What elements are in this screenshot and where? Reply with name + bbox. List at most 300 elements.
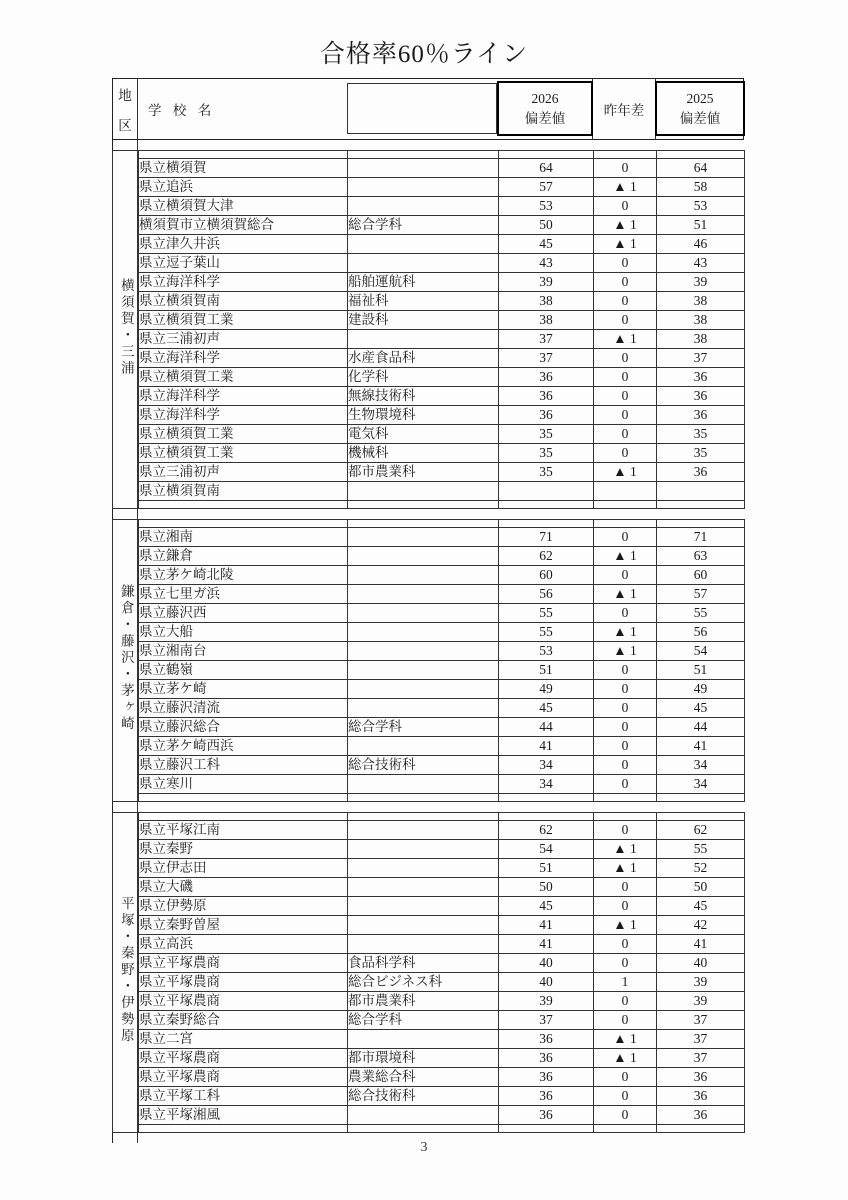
prev-year-diff-cell: 0 — [594, 292, 657, 311]
prev-year-diff-cell: ▲ 1 — [594, 623, 657, 642]
score-2026-cell — [499, 482, 594, 501]
prev-year-diff-cell: ▲ 1 — [594, 216, 657, 235]
prev-year-diff-cell: ▲ 1 — [594, 916, 657, 935]
table-row — [113, 1011, 745, 1030]
score-2025-cell — [657, 482, 745, 501]
table-row — [113, 935, 745, 954]
table-row — [113, 756, 745, 775]
score-2025-cell: 45 — [657, 699, 745, 718]
score-2026-cell: 34 — [499, 775, 594, 794]
score-2025-cell: 58 — [657, 178, 745, 197]
department-cell: 船舶運航科 — [348, 273, 499, 292]
department-cell: 福祉科 — [348, 292, 499, 311]
department-cell — [348, 821, 499, 840]
prev-year-diff-cell: 0 — [594, 718, 657, 737]
prev-year-diff-cell: 0 — [594, 566, 657, 585]
score-2025-cell: 36 — [657, 368, 745, 387]
score-2025-cell: 42 — [657, 916, 745, 935]
score-2025-cell: 35 — [657, 425, 745, 444]
table-row — [113, 482, 745, 501]
school-name-cell: 県立横須賀大津 — [139, 197, 348, 216]
department-cell — [348, 840, 499, 859]
header-region — [113, 79, 138, 139]
school-name-cell: 県立湘南台 — [139, 642, 348, 661]
score-2025-cell: 39 — [657, 992, 745, 1011]
prev-year-diff-cell: 0 — [594, 528, 657, 547]
score-2026-cell: 55 — [499, 604, 594, 623]
department-cell: 総合技術科 — [348, 1087, 499, 1106]
department-cell — [348, 935, 499, 954]
department-cell: 化学科 — [348, 368, 499, 387]
region-cell — [113, 151, 139, 509]
table-row — [113, 897, 745, 916]
score-2025-cell: 56 — [657, 623, 745, 642]
region-label: 鎌倉・藤沢・茅ヶ崎 — [118, 584, 134, 733]
score-2026-cell: 43 — [499, 254, 594, 273]
score-2026-cell: 34 — [499, 756, 594, 775]
table-row — [113, 623, 745, 642]
table-row — [113, 216, 745, 235]
department-cell — [348, 197, 499, 216]
department-cell — [348, 330, 499, 349]
score-2025-cell: 39 — [657, 973, 745, 992]
department-cell — [348, 623, 499, 642]
table-row — [113, 973, 745, 992]
table-row — [113, 821, 745, 840]
prev-year-diff-cell: 0 — [594, 444, 657, 463]
table-row — [113, 235, 745, 254]
prev-year-diff-cell: 0 — [594, 1106, 657, 1125]
spacer-row — [113, 520, 745, 528]
table-row — [113, 292, 745, 311]
table-row — [113, 444, 745, 463]
department-cell: 生物環境科 — [348, 406, 499, 425]
prev-year-diff-cell: 0 — [594, 775, 657, 794]
school-name-cell: 県立伊志田 — [139, 859, 348, 878]
school-name-cell: 横須賀市立横須賀総合 — [139, 216, 348, 235]
table-row — [113, 387, 745, 406]
prev-year-diff-cell: 0 — [594, 406, 657, 425]
department-cell: 無線技術科 — [348, 387, 499, 406]
score-2026-cell: 60 — [499, 566, 594, 585]
score-2025-cell: 51 — [657, 216, 745, 235]
score-2025-cell: 44 — [657, 718, 745, 737]
school-name-cell: 県立平塚農商 — [139, 992, 348, 1011]
department-cell: 総合ビジネス科 — [348, 973, 499, 992]
prev-year-diff-cell: 0 — [594, 992, 657, 1011]
school-name-cell: 県立茅ケ崎北陵 — [139, 566, 348, 585]
table-row — [113, 406, 745, 425]
department-cell: 都市農業科 — [348, 992, 499, 1011]
score-2025-cell: 38 — [657, 311, 745, 330]
region-label: 横須賀・三浦 — [118, 278, 134, 377]
school-name-cell: 県立湘南 — [139, 528, 348, 547]
header-region-char-top: 地 — [118, 88, 132, 103]
table-row — [113, 425, 745, 444]
department-cell — [348, 528, 499, 547]
prev-year-diff-cell: ▲ 1 — [594, 840, 657, 859]
prev-year-diff-cell: ▲ 1 — [594, 547, 657, 566]
table-row — [113, 254, 745, 273]
score-2026-cell: 50 — [499, 216, 594, 235]
score-2026-cell: 36 — [499, 387, 594, 406]
table-row — [113, 1068, 745, 1087]
score-2025-cell: 36 — [657, 1106, 745, 1125]
prev-year-diff-cell: ▲ 1 — [594, 1030, 657, 1049]
prev-year-diff-cell: 0 — [594, 368, 657, 387]
table-row — [113, 859, 745, 878]
score-2025-cell: 64 — [657, 159, 745, 178]
table-row — [113, 916, 745, 935]
spacer-row — [113, 1125, 745, 1133]
score-2025-cell: 39 — [657, 273, 745, 292]
score-2025-cell: 41 — [657, 737, 745, 756]
table-row — [113, 566, 745, 585]
score-2025-cell: 54 — [657, 642, 745, 661]
table-row — [113, 463, 745, 482]
table-row — [113, 197, 745, 216]
table-row — [113, 840, 745, 859]
score-2026-cell: 71 — [499, 528, 594, 547]
table-row — [113, 604, 745, 623]
department-cell: 総合学科 — [348, 718, 499, 737]
score-2025-cell: 45 — [657, 897, 745, 916]
score-2026-cell: 51 — [499, 661, 594, 680]
school-name-cell: 県立平塚農商 — [139, 973, 348, 992]
school-name-cell: 県立横須賀南 — [139, 482, 348, 501]
score-2026-cell: 45 — [499, 897, 594, 916]
school-name-cell: 県立逗子葉山 — [139, 254, 348, 273]
prev-year-diff-cell: 0 — [594, 661, 657, 680]
score-2026-cell: 36 — [499, 1106, 594, 1125]
score-2025-cell: 36 — [657, 406, 745, 425]
school-name-cell: 県立三浦初声 — [139, 463, 348, 482]
score-2026-cell: 40 — [499, 954, 594, 973]
department-cell: 水産食品科 — [348, 349, 499, 368]
prev-year-diff-cell — [594, 482, 657, 501]
spacer-row — [113, 501, 745, 509]
school-name-cell: 県立秦野曽屋 — [139, 916, 348, 935]
table-row — [113, 368, 745, 387]
table-row — [113, 699, 745, 718]
score-2025-cell: 57 — [657, 585, 745, 604]
score-2026-cell: 41 — [499, 916, 594, 935]
prev-year-diff-cell: 0 — [594, 387, 657, 406]
score-2025-cell: 36 — [657, 1087, 745, 1106]
score-2026-cell: 49 — [499, 680, 594, 699]
prev-year-diff-cell: ▲ 1 — [594, 642, 657, 661]
score-2025-cell: 36 — [657, 463, 745, 482]
header-2025-deviation — [655, 81, 745, 136]
region-label: 平塚・秦野・伊勢原 — [118, 896, 134, 1045]
prev-year-diff-cell: 0 — [594, 273, 657, 292]
table-header — [112, 78, 744, 140]
score-2025-cell: 36 — [657, 1068, 745, 1087]
score-2026-cell: 54 — [499, 840, 594, 859]
table-row — [113, 661, 745, 680]
department-cell: 総合学科 — [348, 1011, 499, 1030]
school-name-cell: 県立藤沢総合 — [139, 718, 348, 737]
prev-year-diff-cell: 0 — [594, 821, 657, 840]
school-name-cell: 県立二宮 — [139, 1030, 348, 1049]
score-2026-cell: 35 — [499, 425, 594, 444]
table-row — [113, 528, 745, 547]
prev-year-diff-cell: 0 — [594, 159, 657, 178]
header-2026-year: 2026 — [531, 90, 559, 106]
score-2026-cell: 35 — [499, 444, 594, 463]
prev-year-diff-cell: 0 — [594, 756, 657, 775]
department-cell — [348, 604, 499, 623]
table-row — [113, 178, 745, 197]
score-2026-cell: 38 — [499, 292, 594, 311]
prev-year-diff-cell: 0 — [594, 680, 657, 699]
school-name-cell: 県立鶴嶺 — [139, 661, 348, 680]
school-name-cell: 県立平塚江南 — [139, 821, 348, 840]
table-row — [113, 311, 745, 330]
score-2025-cell: 63 — [657, 547, 745, 566]
spacer-row — [113, 794, 745, 802]
department-cell — [348, 566, 499, 585]
table-row — [113, 737, 745, 756]
school-name-cell: 県立藤沢清流 — [139, 699, 348, 718]
header-2025-label: 偏差値 — [679, 110, 721, 126]
school-name-cell: 県立秦野総合 — [139, 1011, 348, 1030]
department-cell: 総合学科 — [348, 216, 499, 235]
score-2025-cell: 52 — [657, 859, 745, 878]
score-2026-cell: 41 — [499, 935, 594, 954]
prev-year-diff-cell: ▲ 1 — [594, 463, 657, 482]
department-cell — [348, 178, 499, 197]
prev-year-diff-cell: 0 — [594, 254, 657, 273]
score-2026-cell: 36 — [499, 1068, 594, 1087]
school-name-cell: 県立寒川 — [139, 775, 348, 794]
school-name-cell: 県立横須賀工業 — [139, 425, 348, 444]
prev-year-diff-cell: ▲ 1 — [594, 330, 657, 349]
score-2025-cell: 49 — [657, 680, 745, 699]
department-cell — [348, 897, 499, 916]
score-2025-cell: 71 — [657, 528, 745, 547]
department-cell: 都市農業科 — [348, 463, 499, 482]
prev-year-diff-cell: 0 — [594, 425, 657, 444]
score-2026-cell: 35 — [499, 463, 594, 482]
department-cell — [348, 680, 499, 699]
prev-year-diff-cell: 0 — [594, 737, 657, 756]
score-2026-cell: 36 — [499, 1087, 594, 1106]
department-cell: 農業総合科 — [348, 1068, 499, 1087]
department-cell: 都市環境科 — [348, 1049, 499, 1068]
score-2026-cell: 39 — [499, 992, 594, 1011]
school-name-cell: 県立秦野 — [139, 840, 348, 859]
score-2025-cell: 38 — [657, 292, 745, 311]
score-2026-cell: 51 — [499, 859, 594, 878]
department-cell — [348, 159, 499, 178]
department-cell — [348, 699, 499, 718]
prev-year-diff-cell: ▲ 1 — [594, 235, 657, 254]
prev-year-diff-cell: ▲ 1 — [594, 585, 657, 604]
score-2025-cell: 34 — [657, 756, 745, 775]
header-department-box — [347, 83, 497, 134]
table-row — [113, 642, 745, 661]
score-2025-cell: 37 — [657, 349, 745, 368]
table-row — [113, 1106, 745, 1125]
school-name-cell: 県立海洋科学 — [139, 406, 348, 425]
score-2026-cell: 38 — [499, 311, 594, 330]
region-cell — [113, 520, 139, 802]
header-school-name: 学 校 名 — [148, 103, 216, 118]
department-cell — [348, 916, 499, 935]
score-2025-cell: 40 — [657, 954, 745, 973]
score-2026-cell: 64 — [499, 159, 594, 178]
score-2026-cell: 45 — [499, 235, 594, 254]
department-cell — [348, 878, 499, 897]
prev-year-diff-cell: 1 — [594, 973, 657, 992]
score-2025-cell: 62 — [657, 821, 745, 840]
spacer-row — [113, 813, 745, 821]
score-2026-cell: 45 — [499, 699, 594, 718]
school-name-cell: 県立藤沢西 — [139, 604, 348, 623]
department-cell: 建設科 — [348, 311, 499, 330]
department-cell: 食品科学科 — [348, 954, 499, 973]
school-name-cell: 県立茅ケ崎 — [139, 680, 348, 699]
school-name-cell: 県立平塚農商 — [139, 1049, 348, 1068]
school-name-cell: 県立海洋科学 — [139, 387, 348, 406]
school-name-cell: 県立高浜 — [139, 935, 348, 954]
school-name-cell: 県立七里ガ浜 — [139, 585, 348, 604]
score-2026-cell: 41 — [499, 737, 594, 756]
prev-year-diff-cell: ▲ 1 — [594, 859, 657, 878]
department-cell: 総合技術科 — [348, 756, 499, 775]
department-cell — [348, 585, 499, 604]
page-title: 合格率60％ライン — [319, 41, 529, 68]
spacer-row — [113, 151, 745, 159]
school-name-cell: 県立三浦初声 — [139, 330, 348, 349]
department-cell: 電気科 — [348, 425, 499, 444]
header-2025-year: 2025 — [686, 90, 714, 106]
header-2026-label: 偏差値 — [524, 110, 566, 126]
department-cell — [348, 254, 499, 273]
school-name-cell: 県立平塚農商 — [139, 954, 348, 973]
department-cell — [348, 642, 499, 661]
school-name-cell: 県立平塚湘風 — [139, 1106, 348, 1125]
score-2026-cell: 53 — [499, 642, 594, 661]
school-name-cell: 県立茅ケ崎西浜 — [139, 737, 348, 756]
prev-year-diff-cell: 0 — [594, 197, 657, 216]
results-table — [112, 78, 744, 1143]
school-name-cell: 県立海洋科学 — [139, 273, 348, 292]
score-2026-cell: 62 — [499, 547, 594, 566]
score-2026-cell: 62 — [499, 821, 594, 840]
prev-year-diff-cell: 0 — [594, 878, 657, 897]
prev-year-diff-cell: 0 — [594, 935, 657, 954]
region-section-table — [112, 150, 745, 509]
prev-year-diff-cell: ▲ 1 — [594, 1049, 657, 1068]
school-name-cell: 県立平塚農商 — [139, 1068, 348, 1087]
table-row — [113, 680, 745, 699]
score-2025-cell: 37 — [657, 1030, 745, 1049]
table-row — [113, 954, 745, 973]
prev-year-diff-cell: ▲ 1 — [594, 178, 657, 197]
school-name-cell: 県立大磯 — [139, 878, 348, 897]
school-name-cell: 県立鎌倉 — [139, 547, 348, 566]
score-2026-cell: 37 — [499, 349, 594, 368]
score-2025-cell: 55 — [657, 604, 745, 623]
prev-year-diff-cell: 0 — [594, 349, 657, 368]
score-2026-cell: 36 — [499, 406, 594, 425]
score-2025-cell: 53 — [657, 197, 745, 216]
prev-year-diff-cell: 0 — [594, 954, 657, 973]
score-2026-cell: 36 — [499, 1030, 594, 1049]
table-row — [113, 330, 745, 349]
region-section-table — [112, 519, 745, 802]
school-name-cell: 県立横須賀 — [139, 159, 348, 178]
department-cell — [348, 547, 499, 566]
table-row — [113, 585, 745, 604]
score-2026-cell: 37 — [499, 1011, 594, 1030]
page-number: 3 — [420, 1140, 428, 1155]
table-sections — [112, 150, 744, 1133]
department-cell — [348, 1030, 499, 1049]
header-region-char-bottom: 区 — [118, 118, 132, 133]
school-name-cell: 県立追浜 — [139, 178, 348, 197]
department-cell: 機械科 — [348, 444, 499, 463]
department-cell — [348, 859, 499, 878]
school-name-cell: 県立津久井浜 — [139, 235, 348, 254]
score-2026-cell: 40 — [499, 973, 594, 992]
score-2026-cell: 53 — [499, 197, 594, 216]
score-2025-cell: 38 — [657, 330, 745, 349]
score-2025-cell: 46 — [657, 235, 745, 254]
score-2026-cell: 36 — [499, 368, 594, 387]
score-2025-cell: 60 — [657, 566, 745, 585]
school-name-cell: 県立横須賀工業 — [139, 311, 348, 330]
table-row — [113, 1049, 745, 1068]
score-2025-cell: 35 — [657, 444, 745, 463]
score-2026-cell: 56 — [499, 585, 594, 604]
school-name-cell: 県立藤沢工科 — [139, 756, 348, 775]
header-2026-deviation — [497, 81, 593, 136]
school-name-cell: 県立横須賀南 — [139, 292, 348, 311]
score-2026-cell: 44 — [499, 718, 594, 737]
score-2026-cell: 57 — [499, 178, 594, 197]
score-2026-cell: 55 — [499, 623, 594, 642]
region-cell — [113, 813, 139, 1133]
score-2025-cell: 34 — [657, 775, 745, 794]
table-row — [113, 878, 745, 897]
score-2025-cell: 51 — [657, 661, 745, 680]
table-row — [113, 1087, 745, 1106]
header-prev-year-diff: 昨年差 — [603, 103, 645, 118]
table-row — [113, 992, 745, 1011]
table-row — [113, 775, 745, 794]
region-section-table — [112, 812, 745, 1133]
table-row — [113, 159, 745, 178]
department-cell — [348, 661, 499, 680]
score-2025-cell: 37 — [657, 1049, 745, 1068]
school-name-cell: 県立平塚工科 — [139, 1087, 348, 1106]
score-2025-cell: 41 — [657, 935, 745, 954]
prev-year-diff-cell: 0 — [594, 311, 657, 330]
score-2025-cell: 43 — [657, 254, 745, 273]
score-2026-cell: 36 — [499, 1049, 594, 1068]
score-2025-cell: 55 — [657, 840, 745, 859]
table-row — [113, 718, 745, 737]
school-name-cell: 県立横須賀工業 — [139, 368, 348, 387]
prev-year-diff-cell: 0 — [594, 1068, 657, 1087]
prev-year-diff-cell: 0 — [594, 1011, 657, 1030]
prev-year-diff-cell: 0 — [594, 1087, 657, 1106]
school-name-cell: 県立大船 — [139, 623, 348, 642]
table-row — [113, 547, 745, 566]
